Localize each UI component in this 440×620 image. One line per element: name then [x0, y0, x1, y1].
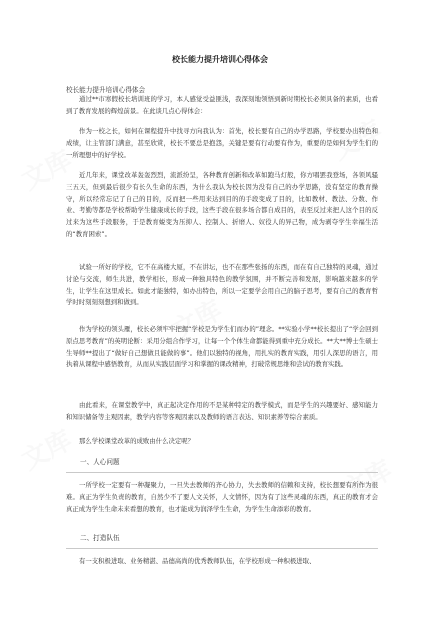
watermark: 文库: [17, 425, 77, 476]
paragraph-4: 作为学校的领头雁，校长必须牢牢把握“学校是为学生们而办的”理念。**实验小学**校长提出了“学会回到原点思考教育”的英明论断：采用分组合作学习，让每一个个体生命都能得到重中充分成长。**大**博士生硕士生导师**提出了“做好自己想做且能做的事”。他们以独特的视角，用扎实的教育实践，用引人深思的语言，用执着从课程中感悟教育，从而从实践层面学习和掌握的课改精神，打破常规思维和尝试的教育实践。: [66, 325, 378, 369]
watermark: 文库: [327, 115, 387, 166]
paragraph-6: 一所学校一定要有一种凝聚力，一旦失去教师的齐心协力，失去教师的信赖和支持，校长想要有所作为很难。真正为学生负责的教育，自然少不了要人文关怀，人文情怀，因为有了这些灵魂的东西，真正的教育才会真正成为学生生命未来看想的教育，也才能成为润泽学生生命，为学生生命添彩的教育。: [66, 481, 378, 513]
watermark: 文库: [337, 455, 397, 506]
paragraph-question: 那么学校课堂改革的成败由什么决定呢？: [79, 437, 195, 445]
watermark: 文库: [167, 295, 227, 346]
heading-1-rule: [66, 472, 378, 473]
paragraph-3: 试验一所好的学校，它不在高楼大厦，不在讲坛，也不在那些张扬的东西，而在有自己独特的灵魂，通过讨论与交流，师生共进，教学相长，形成一种独具特色的教学氛围，并不断完善和发展，影响越来越多的学生，让学生在这里成长。如此才能独特，如办出特色，所以一定要学会用自己的脑子思考，要有自己的教育哲学时时刻刻刻想到和做到。: [66, 263, 378, 307]
paragraph-5: 由此看来，在课堂教学中，真正起决定作用的不是某种特定的教学模式，而是学生的兴趣要好、感知能力和知识储备等主观因素，教学内容等客观因素以及教师的语言表达、知识素养等综合素质。: [66, 401, 378, 421]
document-title: 校长能力提升培训心得体会: [172, 55, 268, 64]
document-subtitle: 校长能力提升培训心得体会: [66, 86, 146, 94]
heading-2-rule: [66, 548, 378, 549]
paragraph-intro: 通过**市寒假校长培训班的学习，本人感觉受益匪浅，我深刻地领悟到新时期校长必须具备的素质，也看到了教育发展的辉煌前景。在此谈几点心得体会：: [66, 95, 378, 115]
heading-2: 二、打造队伍: [80, 534, 120, 542]
heading-1: 一、人心问题: [80, 458, 120, 466]
paragraph-7: 有一支积极进取、业务精湛、品德高尚的优秀教师队伍，在学校形成一种积极进取、: [79, 557, 316, 565]
paragraph-2: 近几年来，课堂改革轰轰烈烈，流派纷呈，各种教育创新和改革如跑马灯般，你方唱罢我登场，各领风骚三五天，但到最后很少有长久生命的东西，为什么我认为校长因为没有自己的办学思路，没有坚定的教育操守，所以经常忘记了自己的目的，反而把一些用来达到目的的手段变成了目的，比如教材、教法、分数、作业、考勤等都是学校帮助学生健康成长的手段，这些手段在很多场合都自成目的，表至反过来把人这个目的反过来为这些手段服务，于是教育蜕变为压抑人、控制人、折磨人、奴役人的异己物，成为剥夺学生幸福生活的“教育困索”。: [66, 171, 378, 238]
watermark: 文库: [17, 145, 77, 196]
paragraph-1: 作为一校之长，如何在课程提升中找寻方向我认为：首先，校长要有自己的办学思路，学校要办出特色和成绩，让主管部门满意，甚至欣赏，校长不要总是抱怨，关键是要有行动要有作为，重要的是如何为学生们的一所理想中的好学校。: [66, 127, 378, 159]
